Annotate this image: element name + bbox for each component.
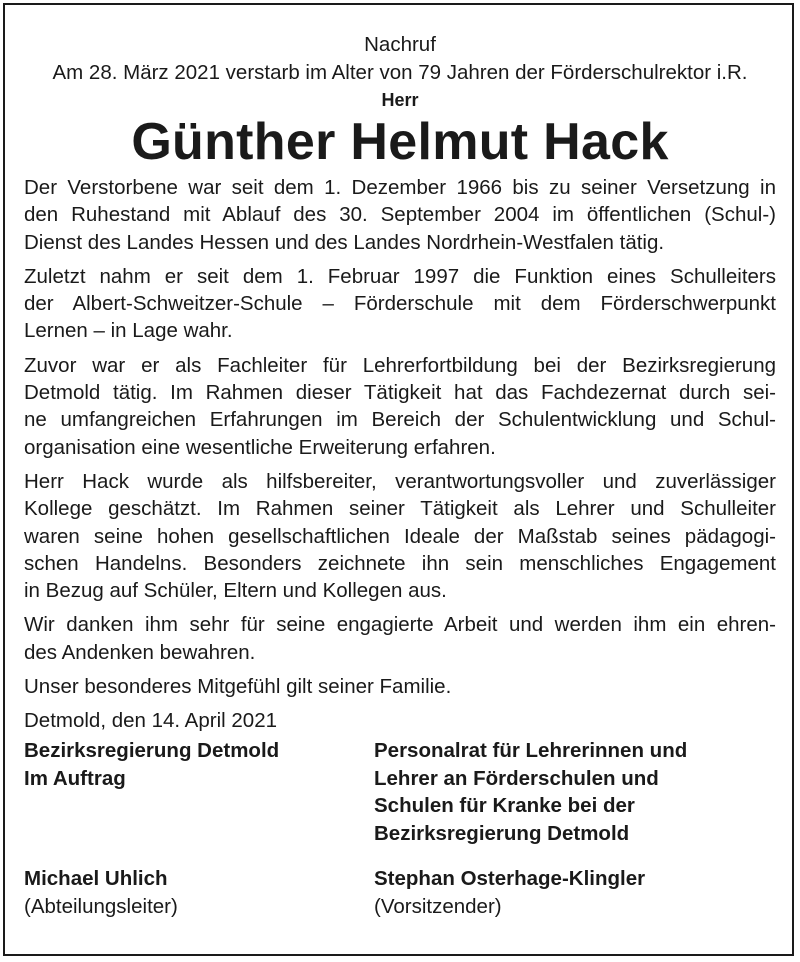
text-line: Zuvor war er als Fachleiter für Lehrerfortbildung bei der Bezirksregierung	[24, 353, 776, 377]
signatory-org-line: Personalrat für Lehrerinnen und	[374, 739, 688, 763]
notice-intro: Am 28. März 2021 verstarb im Alter von 79 Jahren der Förderschulrektor i.R.	[52, 61, 748, 84]
notice-heading: Nachruf	[364, 33, 436, 56]
signatory-name: Stephan Osterhage-Klingler	[374, 867, 646, 891]
signatory-role: (Abteilungsleiter)	[24, 894, 178, 918]
signatory-name: Michael Uhlich	[24, 867, 168, 891]
text-line: Herr Hack wurde als hilfsbereiter, verantwortungsvoller und zuverlässiger	[24, 469, 776, 493]
text-line: des Andenken bewahren.	[24, 640, 256, 664]
place-date: Detmold, den 14. April 2021	[24, 709, 277, 733]
text-line: in Bezug auf Schüler, Eltern und Kollegen aus.	[24, 579, 447, 603]
signatures	[24, 737, 776, 957]
paragraph-colleague	[24, 468, 776, 604]
signatory-left	[24, 737, 364, 792]
notice-body	[24, 174, 776, 700]
signatory-right-person	[374, 865, 776, 920]
paragraph-thanks	[24, 611, 776, 666]
text-line: Unser besonderes Mitgefühl gilt seiner Familie.	[24, 675, 452, 699]
deceased-name: Günther Helmut Hack	[131, 113, 669, 171]
text-line: Lernen – in Lage wahr.	[24, 319, 233, 343]
text-line: Dienst des Landes Hessen und des Landes Nordrhein-Westfalen tätig.	[24, 230, 665, 254]
text-line: Zuletzt nahm er seit dem 1. Februar 1997 die Funktion eines Schulleiters	[24, 264, 776, 288]
text-line: waren seine hohen gesellschaftlichen Ideale der Maßstab seines pädagogi-	[24, 524, 776, 548]
text-line: Wir danken ihm sehr für seine engagierte Arbeit und werden ihm ein ehren-	[24, 613, 776, 637]
signatory-org-line: Im Auftrag	[24, 766, 126, 790]
paragraph-fachleiter	[24, 352, 776, 461]
text-line: Detmold tätig. Im Rahmen dieser Tätigkeit hat das Fachdezernat durch sei-	[24, 381, 776, 405]
text-line: ne umfangreichen Erfahrungen im Bereich der Schulentwicklung und Schul-	[24, 408, 776, 432]
signatory-org-line: Lehrer an Förderschulen und	[374, 766, 659, 790]
text-line: organisation eine wesentliche Erweiterung erfahren.	[24, 435, 496, 459]
text-line: der Albert-Schweitzer-Schule – Förderschule mit dem Förderschwerpunkt	[24, 292, 776, 316]
signatory-right	[374, 737, 776, 847]
signatory-org-line: Schulen für Kranke bei der	[374, 794, 635, 818]
text-line: Kollege geschätzt. Im Rahmen seiner Tätigkeit als Lehrer und Schulleiter	[24, 497, 776, 521]
signatory-org-line: Bezirksregierung Detmold	[374, 821, 630, 845]
obituary-notice	[24, 30, 776, 957]
text-line: schen Handelns. Besonders zeichnete ihn sein menschliches Engagement	[24, 551, 776, 575]
paragraph-career	[24, 174, 776, 256]
signatory-org-line: Bezirksregierung Detmold	[24, 739, 280, 763]
text-line: Der Verstorbene war seit dem 1. Dezember 1966 bis zu seiner Versetzung in	[24, 176, 776, 199]
signatory-role: (Vorsitzender)	[374, 894, 502, 918]
paragraph-headmaster	[24, 263, 776, 345]
paragraph-sympathy	[24, 673, 776, 700]
text-line: den Ruhestand mit Ablauf des 30. September 2004 im öffentlichen (Schul-)	[24, 203, 776, 227]
salutation: Herr	[381, 90, 419, 110]
signatory-left-person	[24, 865, 364, 920]
